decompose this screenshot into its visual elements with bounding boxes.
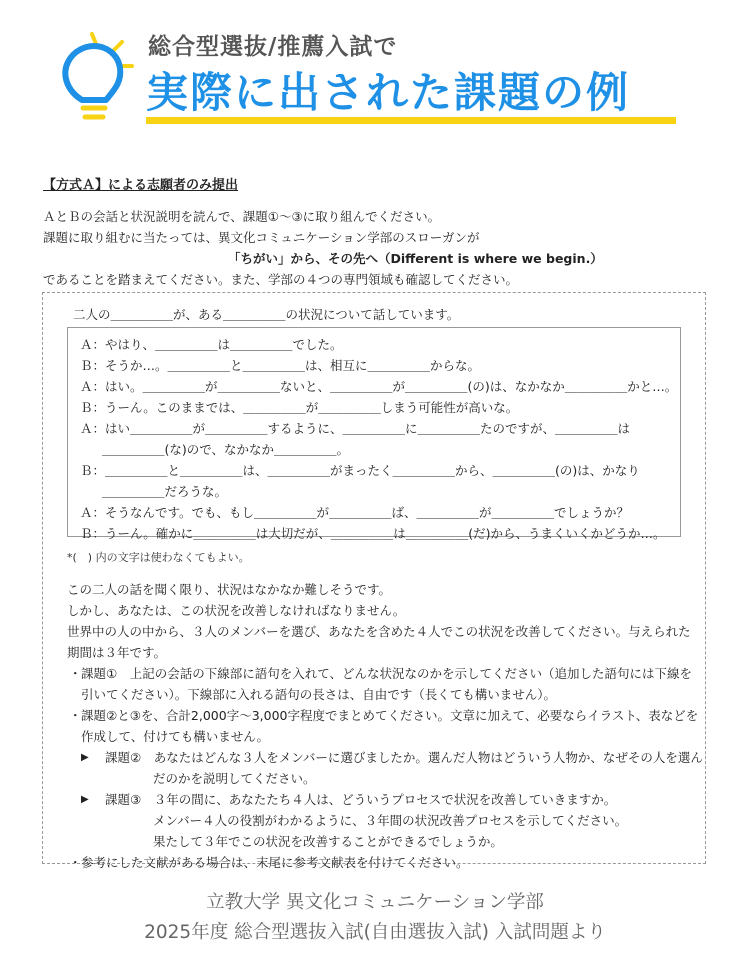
bullet-mark: ・ (69, 708, 82, 723)
dialog-line: Ｂ：うーん。確かに＿＿＿＿＿は大切だが、＿＿＿＿＿は＿＿＿＿＿(だ)から、うまくいくかどうか…。 (80, 526, 666, 541)
dialog-line: Ａ：そうなんです。でも、もし＿＿＿＿＿が＿＿＿＿＿ば、＿＿＿＿＿が＿＿＿＿＿でしょうか？ (80, 505, 630, 520)
arrow-icon: ▶ (81, 794, 89, 805)
bullet-mark: ・ (69, 855, 82, 870)
footer-source (0, 888, 750, 948)
paragraph: この二人の話を聞く限り、状況はなかなか難しそうです。 (67, 582, 392, 597)
footer-university: 立教大学 異文化コミュニケーション学部 (206, 892, 544, 913)
intro-line: であることを踏まえてください。また、学部の４つの専門領域も確認してください。 (43, 272, 519, 287)
bullet-item (67, 852, 697, 873)
arrow-icon: ▶ (81, 752, 89, 763)
footer-exam: 2025年度 総合型選抜入試(自由選抜入試) 入試問題より (144, 922, 606, 943)
bullet-text: 引いてください）。下線部に入れる語句の長さは、自由です（長くても構いません）。 (81, 687, 557, 702)
dialog-note: *( ) 内の文字は使わなくてもよい。 (67, 551, 250, 564)
dialog-line: ＿＿＿＿＿(な)ので、なかなか＿＿＿＿＿。 (102, 442, 350, 457)
bullet-text: 参考にした文献がある場合は、末尾に参考文献表を付けてください。 (81, 855, 469, 870)
sub-text: 課題③ ３年の間に、あなたたち４人は、どういうプロセスで状況を改善していきますか。 (105, 792, 617, 807)
task-lead: 二人の＿＿＿＿＿が、ある＿＿＿＿＿の状況について話しています。 (73, 307, 460, 322)
lightbulb-icon (52, 30, 136, 130)
dialog-line: Ｂ：そうか…。＿＿＿＿＿と＿＿＿＿＿は、相互に＿＿＿＿＿からな。 (80, 358, 481, 373)
task-box (42, 292, 706, 870)
bullet-text: 課題②と③を、合計2,000字〜3,000字程度でまとめてください。文章に加えて、必要ならイラスト、表などを (81, 708, 699, 723)
paragraph: 期間は３年です。 (67, 645, 167, 660)
dialog-line: Ｂ：＿＿＿＿＿と＿＿＿＿＿は、＿＿＿＿＿がまったく＿＿＿＿＿から、＿＿＿＿＿(の)は、かなり (80, 463, 640, 478)
dialog-line: ＿＿＿＿＿だろうな。 (102, 484, 228, 499)
sub-text: だのかを説明してください。 (153, 771, 316, 786)
intro (43, 206, 703, 290)
intro-line: ＡとＢの会話と状況説明を読んで、課題①〜③に取り組んでください。 (43, 209, 441, 224)
bullet-mark: ・ (69, 666, 82, 681)
task-instructions (67, 579, 703, 873)
bullet-text: 作成して、付けても構いません。 (81, 729, 270, 744)
dialog-box (67, 327, 681, 541)
paragraph: 世界中の人の中から、３人のメンバーを選び、あなたを含めた４人でこの状況を改善してください。与えられた (67, 624, 691, 639)
sub-item-task2 (67, 747, 703, 789)
header-title: 実際に出された課題の例 (146, 68, 631, 117)
header-subtitle: 総合型選抜/推薦入試で (148, 34, 398, 60)
bullet-text: 課題① 上記の会話の下線部に語句を入れて、どんな状況なのかを示してください（追加した語句には下線を (81, 666, 692, 681)
dialog-line: Ａ：はい＿＿＿＿＿が＿＿＿＿＿するように、＿＿＿＿＿に＿＿＿＿＿たのですが、＿＿＿＿＿は (80, 421, 631, 436)
sub-item-task3 (67, 789, 697, 852)
sub-text: メンバー４人の役割がわかるように、３年間の状況改善プロセスを示してください。 (153, 813, 628, 828)
header (0, 0, 750, 140)
paragraph: しかし、あなたは、この状況を改善しなければなりません。 (67, 603, 406, 618)
method-heading: 【方式Ａ】による志願者のみ提出 (43, 178, 239, 193)
dialog-line: Ｂ：うーん。このままでは、＿＿＿＿＿が＿＿＿＿＿しまう可能性が高いな。 (80, 400, 519, 415)
bullet-item (67, 663, 697, 705)
slogan: 「ちがい」から、その先へ（Different is where we begin.） (228, 251, 603, 266)
sub-text: 果たして３年でこの状況を改善することができるでしょうか。 (153, 834, 503, 849)
dialog-line: Ａ：やはり、＿＿＿＿＿は＿＿＿＿＿でした。 (80, 337, 343, 352)
bullet-item (67, 705, 697, 747)
dialog-line: Ａ：はい。＿＿＿＿＿が＿＿＿＿＿ないと、＿＿＿＿＿が＿＿＿＿＿(の)は、なかなか＿＿＿＿＿かと…。 (80, 379, 678, 394)
title-underline (146, 117, 676, 124)
sub-text: 課題② あなたはどんな３人をメンバーに選びましたか。選んだ人物はどういう人物か、なぜその人を選ん (105, 750, 703, 765)
intro-line: 課題に取り組むに当たっては、異文化コミュニケーション学部のスローガンが (43, 230, 480, 245)
